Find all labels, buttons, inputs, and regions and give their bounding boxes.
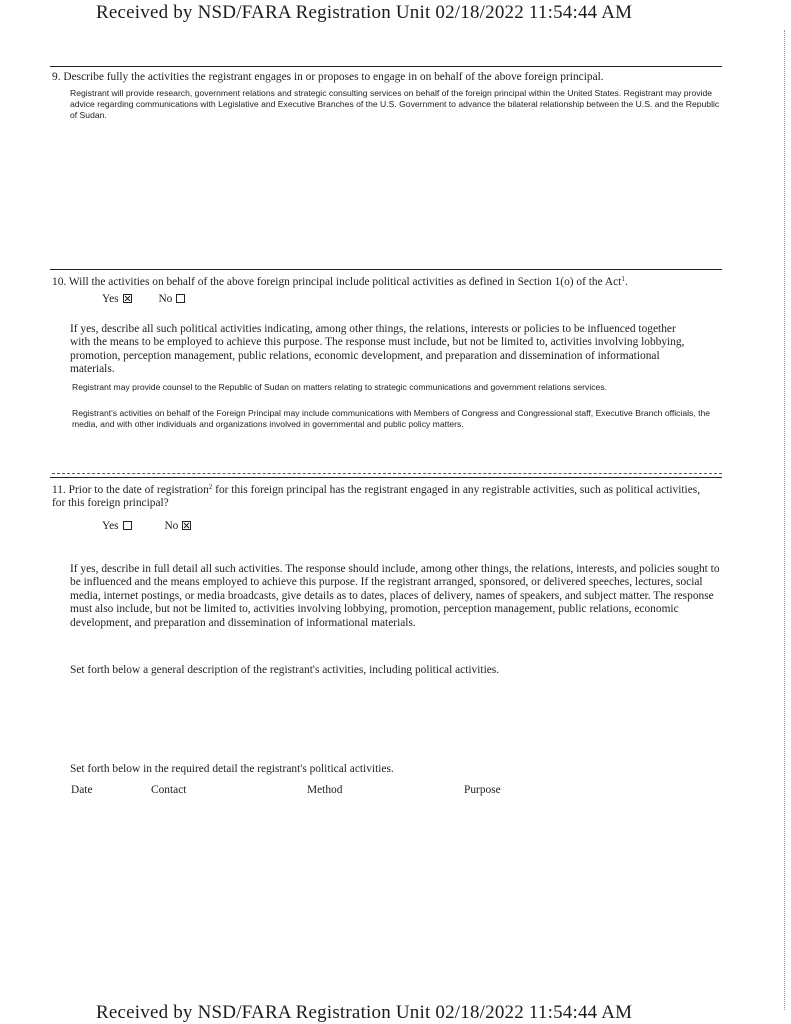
q10-question-text: 10. Will the activities on behalf of the above foreign principal include political activities as defined in Section 1(o) of the Act xyxy=(52,276,622,288)
q11-yes-option[interactable] xyxy=(102,520,132,533)
q10-question xyxy=(52,273,742,289)
q11-no-checkbox-checked[interactable] xyxy=(182,521,191,530)
q10-question-end: . xyxy=(624,276,628,288)
q10-yes-checkbox-checked[interactable] xyxy=(123,294,132,303)
q11-instructions: If yes, describe in full detail all such activities. The response should include, among other things, the relations, interests, and policies sought to be influenced and the means employed to achieve this purpose. If the registrant arranged, sponsored, or delivered speeches, lectures, social media, internet postings, or media broadcasts, give details as to dates, places of delivery, names of speakers, and subject matter. The response must also include, but not be limited to, activities involving lobbying, promotion, perception management, public relations, economic development, and preparation and dissemination of informational materials. xyxy=(70,563,720,629)
q11-question-text-a: 11. Prior to the date of registration xyxy=(52,484,209,496)
activity-table-header xyxy=(0,784,791,800)
q11-yes-checkbox[interactable] xyxy=(123,521,132,530)
column-purpose: Purpose xyxy=(464,784,501,796)
q9-question: 9. Describe fully the activities the registrant engages in or proposes to engage in on behalf of the above foreign principal. xyxy=(52,71,604,83)
q10-answer-2: Registrant's activities on behalf of the Foreign Principal may include communications with Members of Congress and Congressional staff, Executive Branch officials, the media, and with other individuals and organizations involved in governmental and public policy matters. xyxy=(72,408,711,429)
q10-instructions: If yes, describe all such political activities indicating, among other things, the relations, interests or policies to be influenced together with the means to be employed to achieve this purpose. The response must include, but not be limited to, activities involving lobbying, promotion, perception management, public relations, economic development, and preparation and dissemination of informational materials. xyxy=(70,323,685,376)
q9-top-rule xyxy=(50,66,722,67)
q9-answer: Registrant will provide research, government relations and strategic consulting services on behalf of the foreign principal within the United States. Registrant may provide advice regarding communications with Legislative and Executive Branches of the U.S. Government to advance the bilateral relationship between the U.S. and the Republic of Sudan. xyxy=(70,88,720,120)
column-date: Date xyxy=(71,784,93,796)
q11-dashed-rule xyxy=(52,473,722,474)
q10-yes-label: Yes xyxy=(102,293,119,305)
q11-footnote-mark: 2 xyxy=(208,483,213,491)
q11-yes-label: Yes xyxy=(102,520,119,532)
q11-question xyxy=(52,481,712,511)
header-received-stamp: Received by NSD/FARA Registration Unit 02/18/2022 11:54:44 AM xyxy=(96,2,633,23)
q10-options xyxy=(102,293,209,306)
q10-top-rule xyxy=(50,269,722,270)
footer-received-stamp: Received by NSD/FARA Registration Unit 02/18/2022 11:54:44 AM xyxy=(96,1002,633,1023)
q10-no-label: No xyxy=(158,293,173,305)
q10-answer-1: Registrant may provide counsel to the Republic of Sudan on matters relating to strategic communications and government relations services. xyxy=(72,382,607,392)
q10-no-checkbox[interactable] xyxy=(176,294,185,303)
q11-top-rule xyxy=(50,477,722,478)
q11-question-text-b: for this foreign principal has the registrant engaged in any registrable activities, such as political activities, for this foreign principal? xyxy=(52,484,701,510)
q10-yes-option[interactable] xyxy=(102,293,132,306)
q11-no-option[interactable] xyxy=(164,520,191,533)
column-method: Method xyxy=(307,784,343,796)
scan-edge-line xyxy=(784,30,785,1010)
q11-detail-prompt: Set forth below in the required detail the registrant's political activities. xyxy=(70,763,394,775)
q10-footnote-mark: 1 xyxy=(621,275,625,283)
q11-options xyxy=(102,520,215,533)
q10-no-option[interactable] xyxy=(158,293,185,306)
q11-general-prompt: Set forth below a general description of the registrant's activities, including political activities. xyxy=(70,664,500,676)
column-contact: Contact xyxy=(151,784,187,796)
q11-no-label: No xyxy=(164,520,179,532)
